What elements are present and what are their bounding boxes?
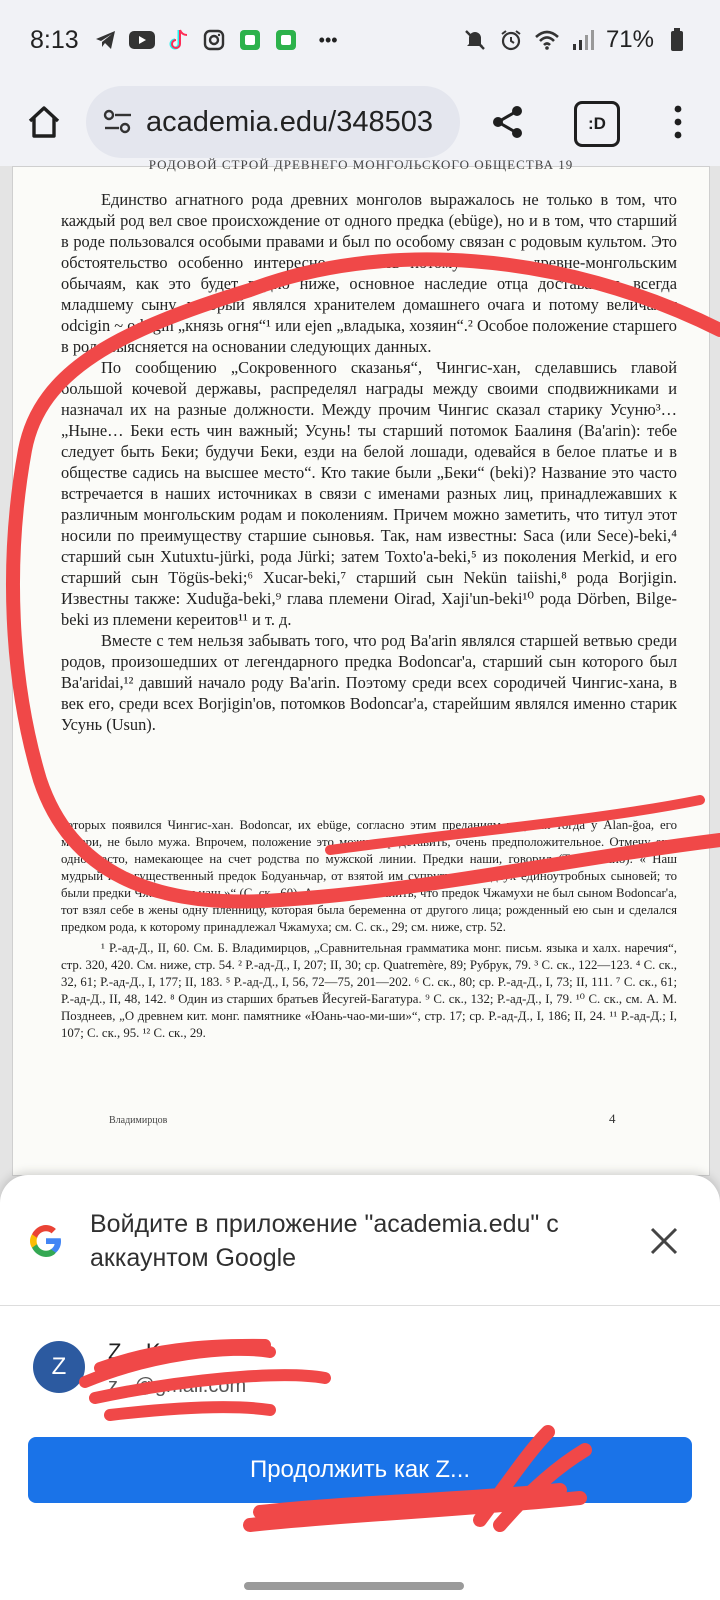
tiktok-icon xyxy=(165,27,191,53)
paragraph: Вместе с тем нельзя забывать того, что род Ba'arin являлся старшей ветвью среди родов, произошедших от легендарного предка Bodoncar'a, старший сын которого был Ba'aridai,¹² давший начало роду Ba'arin. Поэтому среди всех сородичей Чингис-хана, в век его, среди всех Borjigin'ов, потомков Bodoncar'a, старейшим являлся именно старик Усунь (Usun). xyxy=(61,631,677,734)
status-bar xyxy=(0,0,720,80)
alarm-icon xyxy=(498,27,524,53)
signin-title: Войдите в приложение "academia.edu" с аккаунтом Google xyxy=(90,1210,559,1272)
youtube-icon xyxy=(129,27,155,53)
note-continuation: которых появился Чингис-хан. Bodoncar, их ebüge, согласно этим преданиям родился тогда у Alan-ğoa, его матери, не было мужа. Впрочем, положение это можно представить, очень предположительное. Отмечу еще одно место, намекающее на счет родства по мужской линии. Предки наши, говорил (Темучжино): « Наш мудрый и могущественный предок Бодуаньчар, от взятой им супруги, имел двух единоутробных сыновей; то были предки Чжамухи и наш »“ (С. ск., 60). А нужно напомнить, что предок Чжамухи не был сыном Bodoncar'a, тот взял себе в жены одну пленницу, которая была беременна от другого лица; рожденный ею сын и сделался предком рода, к которому принадлежал Чжамуха; см. С. ск., 29; см. ниже, стр. 52. xyxy=(61,818,677,934)
site-settings-icon[interactable] xyxy=(100,104,136,140)
app-notification-icon-2 xyxy=(273,27,299,53)
divider xyxy=(0,1305,720,1306)
app-notification-icon xyxy=(237,27,263,53)
google-logo-icon xyxy=(28,1223,64,1259)
browser-toolbar xyxy=(0,80,720,166)
signature: Владимирцов xyxy=(109,1115,168,1126)
page-body xyxy=(61,189,677,735)
home-icon[interactable] xyxy=(20,98,68,146)
share-icon[interactable] xyxy=(484,98,532,146)
gesture-nav-handle[interactable] xyxy=(244,1582,464,1590)
address-bar[interactable] xyxy=(86,86,460,158)
running-header: РОДОВОЙ СТРОЙ ДРЕВНЕГО МОНГОЛЬСКОГО ОБЩЕСТВА 19 xyxy=(148,157,574,172)
avatar: Z xyxy=(33,1341,85,1393)
tab-switcher-button[interactable]: :D xyxy=(574,101,620,147)
more-notifications-icon: ••• xyxy=(318,29,338,50)
document-page xyxy=(12,157,710,1176)
paragraph: По сообщению „Сокровенного сказанья“, Чингис-хан, сделавшись главой большой кочевой державы, распределял награды между своими сподвижниками и назначал их на разные должности. Между прочим Чингис сказал старику Усуню³… „Ныне… Беки есть чин важный; Усунь! ты старший потомок Баалиня (Ba'arin): тебе следует быть Беки; будучи Беки, езди на белой лошади, одевайся в белое платье и в обществе садись на высшее место“. Кто такие были „Беки“ (beki)? Название это часто встречается в наших источниках в связи с именами разных лиц, принадлежавших к различным монгольским родам и поколениям. Причем можно заметить, что титул этот носили по преимуществу старшие сыновья. Так, нам известны: Saca (или Sece)-beki,⁴ старший сын Xutuxtu-jürki, рода Jürki; затем Toxto'a-beki,⁵ из поколения Merkid, и его старший сын Tögüs-beki;⁶ Xucar-beki,⁷ старший сын Nekün taiishi,⁸ рода Borjigin. Известны также: Xuduğa-beki,⁹ глава племени Oirad, Xaji'un-beki¹⁰ рода Dörben, Bilge-beki из племени кереитов¹¹ и т. д. xyxy=(61,358,677,629)
paragraph: Единство агнатного рода древних монголов выражалось не только в том, что каждый род вел свое происхождение от одного предка (ebüge), но и в том, что старший в роде пользовался особыми правами и был по особому связан с родовым культом. Это обстоятельство особенно интересно отметить потому что по древне-монгольским обычаям, как это будет видно ниже, основное наследие отца доставалось всегда младшему сыну, который являлся хранителем домашнего очага и потому величался odcigin ~ odjigin „князь огня“¹ или ejen „владыка, хозяин“.² Особое положение старшего в роде выясняется на основании следующих данных. xyxy=(61,190,677,356)
more-menu-icon[interactable] xyxy=(664,98,692,146)
battery-percent: 71% xyxy=(605,26,654,53)
wifi-icon xyxy=(534,27,560,53)
signal-icon xyxy=(570,27,596,53)
footnotes xyxy=(61,817,677,1042)
telegram-icon xyxy=(93,27,119,53)
url-text[interactable]: academia.edu/348503 xyxy=(146,105,434,138)
continue-as-button[interactable]: Продолжить как Z... xyxy=(28,1437,692,1503)
battery-icon xyxy=(664,27,690,53)
google-signin-sheet xyxy=(0,1175,720,1600)
account-row[interactable] xyxy=(0,1325,720,1415)
account-name: Z... K... xyxy=(108,1339,179,1364)
page-number: 4 xyxy=(609,1111,616,1126)
instagram-icon xyxy=(201,27,227,53)
account-email: z...@gmail.com xyxy=(108,1375,247,1397)
mute-icon xyxy=(462,27,488,53)
clock: 8:13 xyxy=(30,25,79,54)
close-icon[interactable] xyxy=(646,1223,682,1259)
footnote-list: ¹ Р.-ад-Д., II, 60. См. Б. Владимирцов, „Сравнительная грамматика монг. письм. языка и халх. наречия“, стр. 320, 420. См. ниже, стр. 54. ² Р.-ад-Д., I, 207; II, 30; ср. Quatremère, 89; Рубрук, 79. ³ С. ск., 122—123. ⁴ С. ск., 32, 61; Р.-ад-Д., I, 177; II, 183. ⁵ Р.-ад-Д., I, 56, 72—75, 201—202. ⁶ С. ск., 80; ср. Р.-ад-Д., I, 73; II, 111. ⁷ С. ск., 61; Р.-ад-Д., II, 48, 142. ⁸ Один из старших братьев Йесугей-Багатура. ⁹ С. ск., 132; Р.-ад-Д., I, 79. ¹⁰ С. ск., см. А. М. Позднеев, „О древнем кит. монг. памятнике «Юань-чао-ми-ши»“, стр. 17; ср. Р.-ад-Д., I, 186; II, 24. ¹¹ Р.-ад-Д.; I, 107; С. ск., 95. ¹² С. ск., 29. xyxy=(61,941,677,1040)
